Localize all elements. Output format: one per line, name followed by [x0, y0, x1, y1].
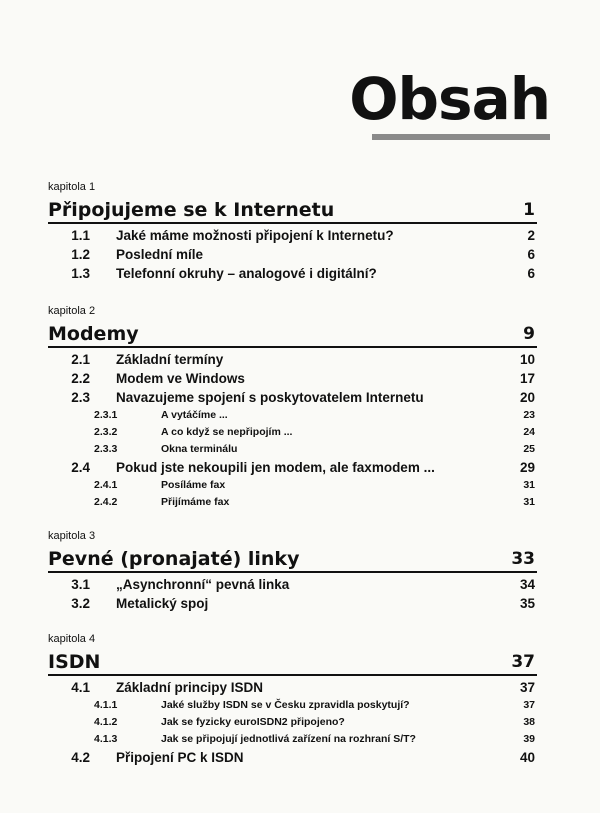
entry-page: 10 [519, 352, 535, 367]
toc-subentry[interactable] [48, 426, 537, 443]
entry-page: 25 [523, 443, 535, 455]
entry-page: 6 [527, 247, 535, 262]
toc-entry[interactable] [48, 390, 537, 409]
entry-title: „Asynchronní“ pevná linka [116, 577, 290, 592]
entry-page: 2 [527, 228, 535, 243]
entry-page: 31 [523, 479, 535, 491]
entry-title: A vytáčíme ... [161, 409, 228, 421]
entry-page: 38 [523, 716, 535, 728]
entry-title: A co když se nepřipojím ... [161, 426, 293, 438]
entry-page: 29 [519, 460, 535, 475]
entry-page: 37 [519, 680, 535, 695]
entry-number: 3.1 [71, 577, 90, 592]
entry-title: Jak se fyzicky euroISDN2 připojeno? [161, 716, 345, 728]
chapter-title: Pevné (pronajaté) linky [48, 548, 300, 570]
entry-number: 2.4.1 [94, 479, 118, 491]
chapter-3 [48, 530, 537, 615]
entry-page: 39 [523, 733, 535, 745]
entry-title: Posíláme fax [161, 479, 226, 491]
toc-subentry[interactable] [48, 733, 537, 750]
toc-entry[interactable] [48, 596, 537, 615]
toc-subentry[interactable] [48, 699, 537, 716]
entry-title: Navazujeme spojení s poskytovatelem Internetu [116, 390, 424, 405]
toc-subentry[interactable] [48, 716, 537, 733]
entry-title: Telefonní okruhy – analogové i digitální? [116, 266, 377, 281]
entry-page: 31 [523, 496, 535, 508]
chapter-page-number: 37 [511, 652, 535, 672]
toc-subentry[interactable] [48, 479, 537, 496]
entry-title: Pokud jste nekoupili jen modem, ale faxmodem ... [116, 460, 435, 475]
entry-page: 37 [523, 699, 535, 711]
chapter-label: kapitola 4 [48, 633, 96, 645]
chapter-title: Připojujeme se k Internetu [48, 199, 335, 221]
chapter-4 [48, 633, 537, 769]
entry-page: 20 [519, 390, 535, 405]
entry-number: 4.1.3 [94, 733, 118, 745]
chapter-title: Modemy [48, 323, 139, 345]
entry-page: 6 [527, 266, 535, 281]
entry-number: 4.1 [71, 680, 90, 695]
toc-subentry[interactable] [48, 443, 537, 460]
entry-number: 2.4.2 [94, 496, 118, 508]
page-title: Obsah [349, 65, 550, 133]
title-underline [372, 134, 550, 140]
chapter-1 [48, 181, 537, 285]
entry-number: 2.3.1 [94, 409, 118, 421]
entry-number: 2.3 [71, 390, 90, 405]
toc-entry[interactable] [48, 680, 537, 699]
entry-title: Přijímáme fax [161, 496, 230, 508]
entry-page: 17 [519, 371, 535, 386]
entry-number: 2.1 [71, 352, 90, 367]
chapter-label: kapitola 2 [48, 305, 96, 317]
chapter-heading[interactable] [48, 322, 537, 348]
entry-title: Okna terminálu [161, 443, 238, 455]
toc-entry[interactable] [48, 460, 537, 479]
chapter-heading[interactable] [48, 650, 537, 676]
entry-title: Metalický spoj [116, 596, 209, 611]
toc-entry[interactable] [48, 228, 537, 247]
entry-number: 1.2 [71, 247, 90, 262]
toc-subentry[interactable] [48, 409, 537, 426]
entry-page: 35 [519, 596, 535, 611]
chapter-page-number: 33 [511, 549, 535, 569]
entry-title: Připojení PC k ISDN [116, 750, 244, 765]
chapter-page-number: 9 [523, 324, 535, 344]
chapter-heading[interactable] [48, 547, 537, 573]
toc-entry[interactable] [48, 247, 537, 266]
entry-page: 34 [519, 577, 535, 592]
toc-entry[interactable] [48, 577, 537, 596]
chapter-heading[interactable] [48, 198, 537, 224]
entry-page: 40 [519, 750, 535, 765]
toc-entry[interactable] [48, 750, 537, 769]
entry-title: Modem ve Windows [116, 371, 245, 386]
entry-title: Jaké služby ISDN se v Česku zpravidla poskytují? [161, 699, 410, 711]
entry-title: Základní principy ISDN [116, 680, 264, 695]
entry-title: Poslední míle [116, 247, 204, 262]
entry-number: 1.1 [71, 228, 90, 243]
entry-number: 2.3.3 [94, 443, 118, 455]
chapter-title: ISDN [48, 651, 101, 673]
entry-number: 1.3 [71, 266, 90, 281]
entry-number: 2.4 [71, 460, 90, 475]
entry-page: 24 [523, 426, 535, 438]
chapter-page-number: 1 [523, 200, 535, 220]
entry-number: 2.2 [71, 371, 90, 386]
entry-title: Jaké máme možnosti připojení k Internetu? [116, 228, 394, 243]
toc-entry[interactable] [48, 371, 537, 390]
toc-entry[interactable] [48, 352, 537, 371]
chapter-label: kapitola 1 [48, 181, 96, 193]
entry-title: Základní termíny [116, 352, 224, 367]
toc-subentry[interactable] [48, 496, 537, 513]
entry-number: 4.2 [71, 750, 90, 765]
entry-number: 4.1.1 [94, 699, 118, 711]
entry-number: 3.2 [71, 596, 90, 611]
chapter-2 [48, 305, 537, 513]
chapter-label: kapitola 3 [48, 530, 96, 542]
entry-number: 2.3.2 [94, 426, 118, 438]
toc-entry[interactable] [48, 266, 537, 285]
entry-page: 23 [523, 409, 535, 421]
entry-number: 4.1.2 [94, 716, 118, 728]
entry-title: Jak se připojují jednotlivá zařízení na rozhraní S/T? [161, 733, 416, 745]
